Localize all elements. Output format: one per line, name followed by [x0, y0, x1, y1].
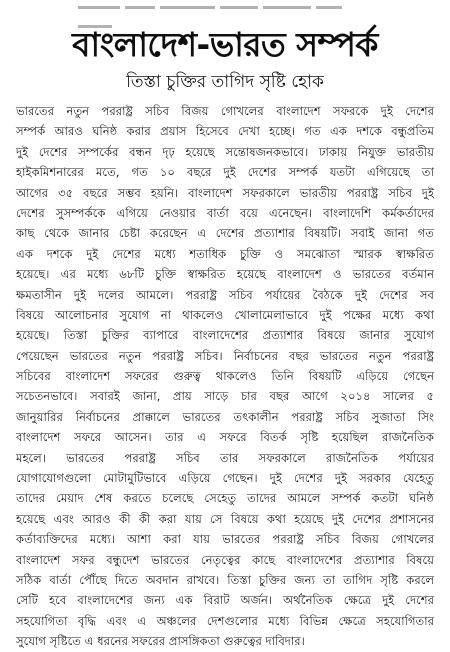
article-body-line: দুই দেশের সম্পর্কের বন্ধন দৃঢ় হয়েছে সন্তোষজনকভাবে। ঢাকায় নিযুক্ত ভারতীয় — [16, 144, 434, 159]
article-body-line: তাদের মেয়াদ শেষ করতে চলেছে সেহেতু তাদের আমলে সম্পর্ক কতটা ঘনিষ্ঠ — [16, 491, 434, 506]
article-subheadline: তিস্তা চুক্তির তাগিদ সৃষ্টি হোক — [126, 72, 324, 92]
article-body-line: বাংলাদেশ সফরে আসেন। তার এ সফরে বিতর্ক সৃষ্টি হয়েছিল রাজনৈতিক — [16, 430, 434, 445]
article-body-line: হয়েছে। তিস্তা চুক্তির ব্যাপারে বাংলাদেশের প্রত্যাশার বিষয়ে জানার সুযোগ — [16, 328, 434, 343]
article-body-line: আগের ৩৫ বছরে সম্ভব হয়নি। বাংলাদেশ সফরকালে ভারতীয় পররাষ্ট্র সচিব দুই — [16, 185, 434, 200]
article-body-line: মহলে। ভারতের পররাষ্ট্র সচিব তার সফরকালে রাজনৈতিক পর্যায়ের — [16, 450, 434, 465]
article-body-line: কর্তাব্যক্তিদের মধ্যে। আশা করা যায় ভারতের পররাষ্ট্র সচিব বিজয় গোখলের — [16, 532, 434, 547]
article-body-line: সুযোগ সৃষ্টিতে এ ধরনের সফরের প্রাসঙ্গিকতা গুরুত্বের দাবিদার। — [16, 634, 305, 649]
article-body — [16, 101, 434, 652]
article-body-line: দেশের সুসম্পর্ককে এগিয়ে নেওয়ার বার্তা বয়ে এনেছেন। বাংলাদেশি কর্মকর্তাদের — [16, 205, 434, 220]
article-body-line: ক্ষমতাসীন দুই দলের আমলে। পররাষ্ট্র সচিব পর্যায়ের বৈঠকে দুই দেশের সব — [16, 287, 434, 302]
article-body-line: ভারতের নতুন পররাষ্ট্র সচিব বিজয় গোখলের বাংলাদেশ সফরকে দুই দেশের — [16, 104, 434, 118]
article-body-line: হয়েছে। এর মধ্যে ৬৮টি চুক্তি স্বাক্ষরিত হয়েছে বাংলাদেশ ও ভারতের বর্তমান — [16, 267, 434, 282]
cut-off-text-line — [78, 0, 378, 3]
article-body-line: সঠিক বার্তা পৌঁছে দিতে অবদান রাখবে। তিস্তা চুক্তির জন্য তা তাগিদ সৃষ্টি করলে — [16, 572, 434, 587]
article-body-line: কাছ থেকে জানার চেষ্টা করেছেন এ দেশের প্রত্যাশার বিষয়টি। সবাই জানা গত — [16, 226, 434, 241]
article-headline: বাংলাদেশ-ভারত সম্পর্ক — [72, 25, 378, 64]
article-body-line: সেটি হবে বাংলাদেশের জন্য এক বিরাট অর্জন। অর্থনৈতিক ক্ষেত্রে দুই দেশের — [16, 593, 434, 608]
article-body-line: হাইকমিশনারের মতে, গত ১০ বছরে দুই দেশের সম্পর্ক যতটা এগিয়েছে তা — [16, 165, 434, 180]
article-body-line: পেয়েছেন ভারতের নতুন পররাষ্ট্র সচিব। নির্বাচনের বছর ভারতের নতুন পররাষ্ট্র — [16, 348, 434, 363]
article-body-line: হয়েছে এবং আরও কী কী করা যায় সে বিষয়ে কথা হয়েছে দুই দেশের প্রশাসনের — [16, 511, 434, 526]
article-body-line: জানুয়ারির নির্বাচনের প্রাক্কালে ভারতের তৎকালীন পররাষ্ট্র সচিব সুজাতা সিং — [16, 409, 434, 424]
article-body-line: সচিবের বাংলাদেশ সফরের গুরুত্ব থাকলেও তিনি বিষয়টি এড়িয়ে গেছেন — [16, 369, 434, 384]
article-body-line: এক দশকে দুই দেশের মধ্যে শতাধিক চুক্তি ও সমঝোতা স্মারক স্বাক্ষরিত — [16, 246, 434, 261]
article-body-line: সহযোগিতা বৃদ্ধি এবং এ অঞ্চলের দেশগুলোর মধ্যে বিভিন্ন ক্ষেত্রে সহযোগিতার — [16, 613, 434, 628]
article-body-line: সচেতনভাবে। সবারই জানা, প্রায় সাড়ে চার বছর আগে ২০১৪ সালের ৫ — [16, 389, 434, 404]
article-body-line: বাংলাদেশ সফর বন্ধুদেশ ভারতের নেতৃত্বের কাছে বাংলাদেশের প্রত্যাশার বিষয়ে — [16, 552, 434, 567]
article-body-line: সম্পর্ক আরও ঘনিষ্ঠ করার প্রয়াস হিসেবে দেখা হচ্ছে। গত এক দশকে বন্ধুপ্রতিম — [16, 124, 434, 139]
article-body-line: বিষয়ে আলোচনার সুযোগ না থাকলেও খোলামেলাভাবে দুই পক্ষের মধ্যে কথা — [16, 307, 434, 322]
article-body-line: যোগাযোগগুলো মোটামুটিভাবে এড়িয়ে গেছেন। দুই দেশের দুই সরকার যেহেতু — [16, 471, 434, 486]
